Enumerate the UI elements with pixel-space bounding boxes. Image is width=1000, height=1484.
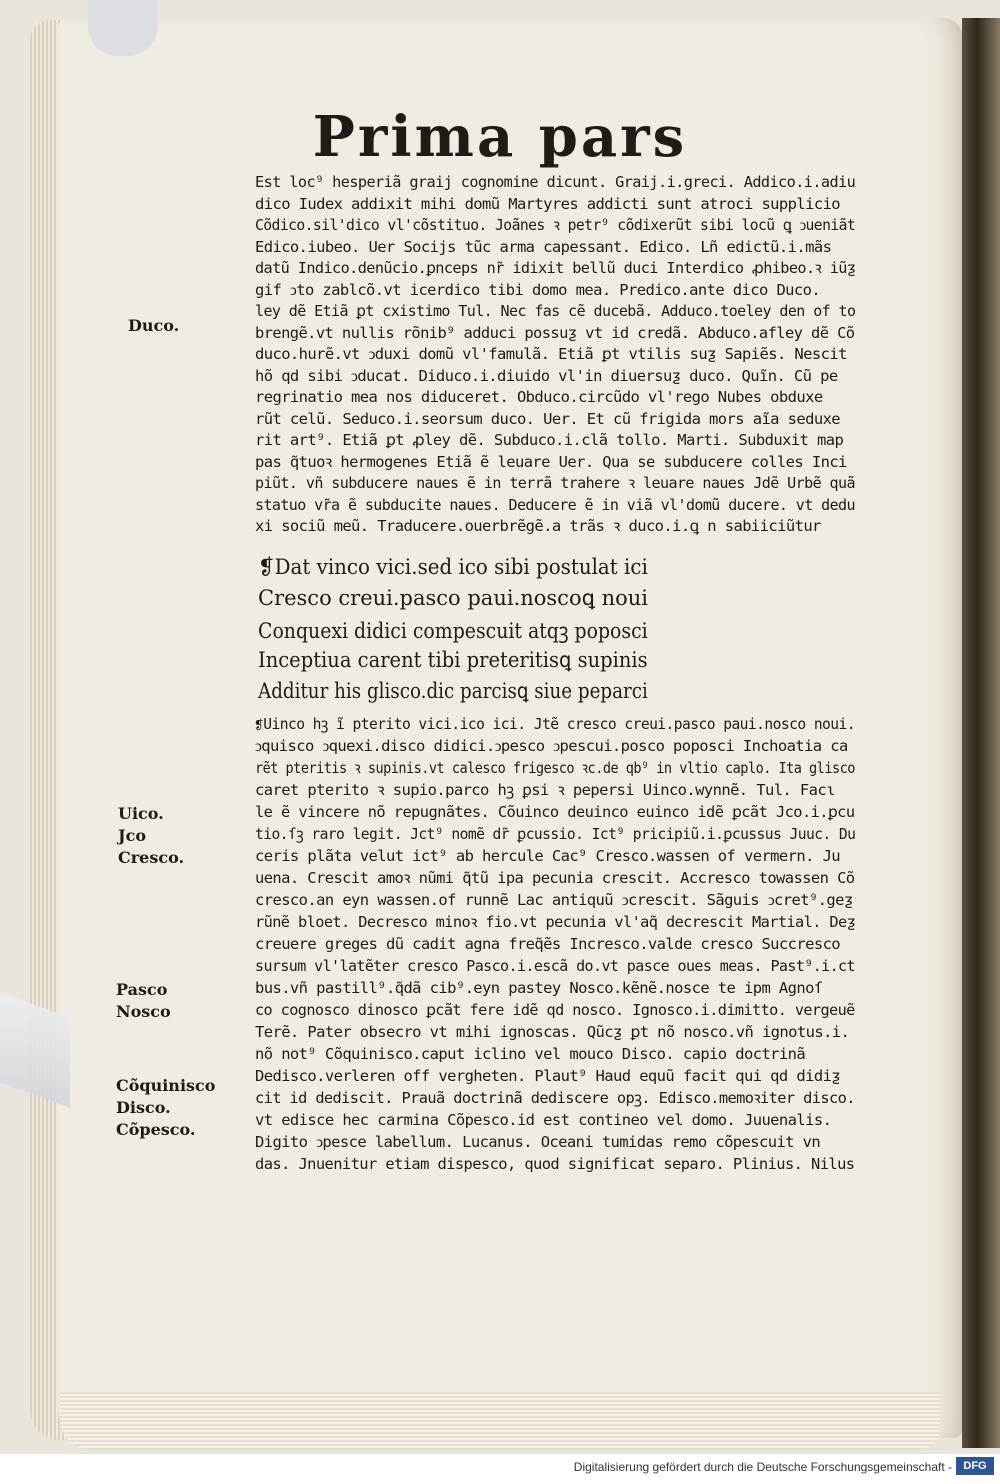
margin-note: Nosco [116, 1002, 171, 1021]
text-line: gif ↄto zablcõ.vt icerdico tibi domo mea. Predico.ante dico Duco. [255, 280, 821, 299]
text-line: ceris plãta velut ict⁹ ab hercule Cac⁹ Cresco.wassen of vermern. Ju [255, 847, 841, 865]
text-line: hõ qd sibi ↄducat. Diduco.i.diuido vl'in diuersuƺ duco. Quĩn. Cũ pe [255, 366, 838, 385]
text-line: Terẽ. Pater obsecro vt mihi ignoscas. Qũcƺ ꝑt nõ nosco.vñ ignotus.i. [255, 1023, 850, 1041]
text-line: regrinatio mea nos diduceret. Obduco.circũdo vl'rego Nubes obduxe [255, 388, 823, 406]
text-line: rũnẽ bloet. Decresco minoꝛ fio.vt pecunia vl'aq̃ decrescit Martial. Deƺ [255, 913, 856, 931]
margin-note: Pasco [116, 980, 168, 999]
dfg-logo: DFG [956, 1457, 994, 1475]
text-line: brengẽ.vt nullis rõnib⁹ adduci possuƺ vt id credã. Abduco.afley dẽ Cõ [255, 323, 855, 342]
text-line: rit art⁹. Etiã ꝑt ꝓley dẽ. Subduco.i.clã tollo. Marti. Subduxit map [255, 431, 844, 449]
text-line: uena. Crescit amoꝛ nũmi q̃tũ ipa pecunia crescit. Accresco towassen Cõ [255, 869, 855, 887]
text-line: creuere greges dũ cadit agna freq̃ẽs Incresco.valde cresco Succresco [255, 935, 841, 953]
text-line: piũt. vñ subducere naues ẽ in terrã trahere ꝛ leuare naues Jdẽ Urbẽ quã [255, 474, 855, 492]
text-line: tio.ſꝫ raro legit. Jct⁹ nomẽ dr̃ ꝑcussio. Ict⁹ pricipiũ.i.ꝑcussus Juuc. Du [255, 825, 856, 843]
text-line: cit id dediscit. Prauã doctrinã dediscere opꝫ. Edisco.memoꝛiter disco. [255, 1089, 855, 1107]
margin-note: Jco [118, 826, 146, 845]
book-bottom-edge [60, 1392, 940, 1450]
text-line: bus.vñ pastill⁹.q̃dã cib⁹.eyn pastey Nosco.kẽnẽ.nosce te ipm Agnoſ [255, 979, 823, 997]
book-gutter [962, 18, 1000, 1448]
verse-line: Cresco creui.pasco paui.noscoꝗ noui [258, 586, 648, 610]
text-line: nõ not⁹ Cõquinisco.caput iclino vel mouco Disco. capio doctrinã [255, 1045, 806, 1063]
margin-note: Cõquinisco [116, 1076, 216, 1095]
verse-line: Additur his glisco.dic parcisꝗ siue peparci [258, 679, 648, 703]
verse-line: ❡Dat vinco vici.sed ico sibi postulat ici [258, 555, 648, 579]
text-line: duco.hurẽ.vt ↄduxi domũ vl'famulã. Etiã ꝑt vtilis suƺ Sapiẽs. Nescit [255, 345, 847, 363]
text-line: cresco.an eyn wassen.of runnẽ Lac antiquũ ↄcrescit. Sãguis ↄcret⁹.geƺ [255, 891, 853, 909]
margin-note: Duco. [128, 316, 180, 335]
text-line: das. Jnuenitur etiam dispesco, quod significat separo. Plinius. Nilus [255, 1155, 855, 1173]
text-line: sursum vl'latẽter cresco Pasco.i.escã do.vt pasce oues meas. Past⁹.i.ct [255, 957, 855, 975]
margin-note: Disco. [116, 1098, 171, 1117]
page-title: Prima pars [312, 104, 688, 170]
text-line: ↄquisco ↄquexi.disco didici.ↄpesco ↄpescui.posco poposci Inchoatia ca [255, 737, 848, 755]
text-line: co cognosco dinosco ꝑcãt fere idẽ qd nosco. Ignosco.i.dimitto. vergeuẽ [255, 1001, 855, 1019]
text-line: Dedisco.verleren off vergheten. Plaut⁹ Haud equũ facit qui qd didiƺ [255, 1067, 841, 1085]
text-line: xi sociũ meũ. Traducere.ouerbrẽgẽ.a trãs ꝛ duco.i.ꝗ n sabiiciũtur [255, 517, 821, 535]
text-line: caret pterito ꝛ supio.parco hꝫ ꝑsi ꝛ pepersi Uinco.wynnẽ. Tul. Facɩ [255, 781, 835, 799]
text-line: pas q̃tuoꝛ hermogenes Etiã ẽ leuare Uer. Qua se subducere colles Inci [255, 452, 847, 471]
text-line: Edico.iubeo. Uer Socijs tũc arma capessant. Edico. Lñ edictũ.i.mãs [255, 237, 832, 256]
text-line: ley dẽ Etiã ꝑt cxistimo Tul. Nec fas cẽ ducebã. Adduco.toeley den of to [255, 302, 856, 320]
verse-line: Inceptiua carent tibi preteritisꝗ supinis [258, 648, 648, 672]
clip-top [88, 0, 158, 56]
text-line: rẽt pteritis ꝛ supinis.vt calesco frigesco ꝛc.de qb⁹ in vltio caplo. Ita glisco [255, 759, 855, 777]
text-line: le ẽ vincere nõ repugnãtes. Cõuinco deuinco euinco idẽ ꝑcãt Jco.i.ꝑcu [255, 803, 855, 821]
margin-note: Uico. [118, 804, 164, 823]
text-line: Cõdico.sil'dico vl'cõstituo. Joãnes ꝛ petr⁹ cõdixerũt sibi locũ ꝗ ↄueniãt [255, 216, 856, 234]
margin-note: Cresco. [118, 848, 185, 867]
footer-credit: Digitalisierung gefördert durch die Deutsche Forschungsgemeinschaft - [573, 1460, 952, 1474]
text-line: ❡Uinco hꝫ ĩ pterito vici.ico ici. Jtẽ cresco creui.pasco paui.nosco noui. [255, 715, 856, 733]
verse-line: Conquexi didici compescuit atqꝫ poposci [258, 619, 648, 643]
text-line: rũt celũ. Seduco.i.seorsum duco. Uer. Et cũ frigida mors aĩa seduxe [255, 409, 841, 428]
text-line: dico Iudex addixit mihi domũ Martyres addicti sunt atroci supplicio [255, 194, 841, 213]
text-line: Digito ↄpesce labellum. Lucanus. Oceani tumidas remo cõpescuit vn [255, 1133, 821, 1151]
text-line: vt edisce hec carmina Cõpesco.id est contineo vel domo. Juuenalis. [255, 1111, 832, 1129]
text-line: datũ Indico.denũcio.ꝑnceps nr̃ idixit bellũ duci Interdico ꝓhibeo.ꝛ iũƺ [255, 259, 856, 277]
text-line: Est loc⁹ hesperiã graij cognomine dicunt. Graij.i.greci. Addico.i.adiu [255, 173, 856, 191]
margin-note: Cõpesco. [116, 1120, 196, 1139]
text-line: statuo vr̃a ẽ subducite naues. Deducere ẽ in viã vl'domũ ducere. vt dedu [255, 495, 855, 514]
